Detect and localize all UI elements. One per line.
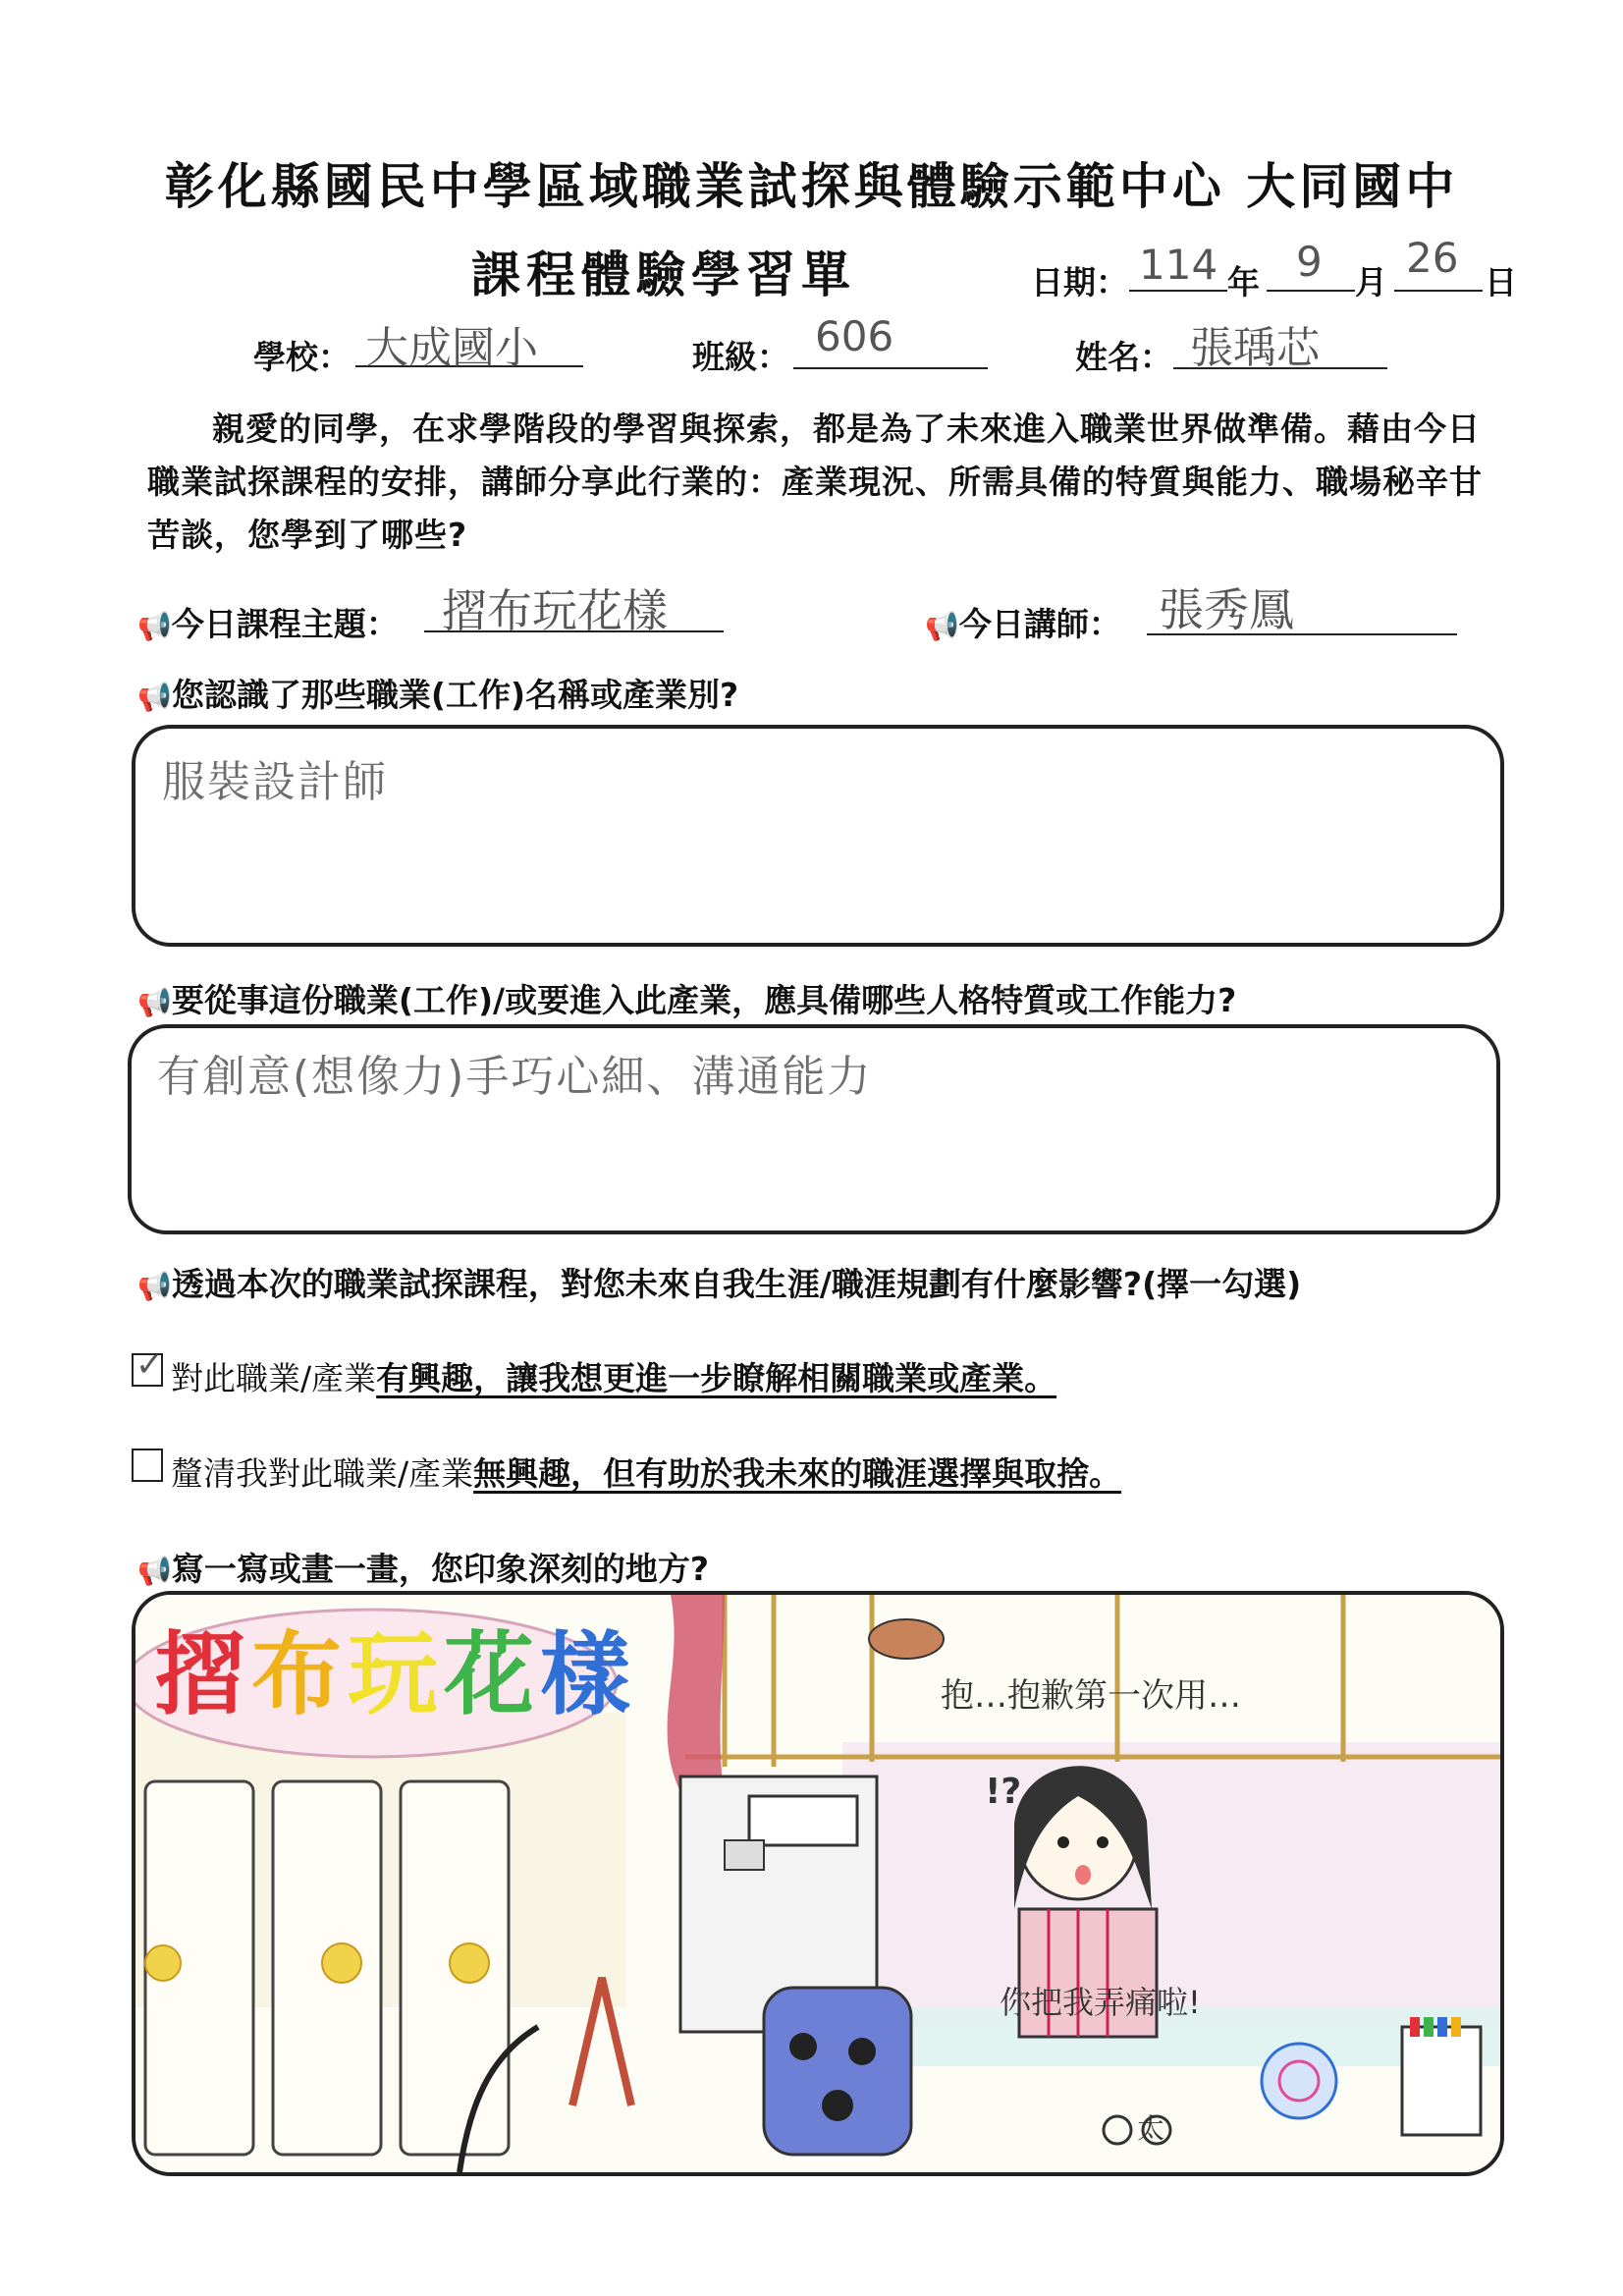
class-value[interactable]: 606 (815, 312, 894, 360)
q1-question-text: 您認識了那些職業(工作)名稱或產業別? (171, 676, 739, 714)
date-label: 日期： (1031, 263, 1128, 301)
school-value[interactable]: 大成國小 (365, 323, 538, 373)
drawing-small-label: 太 (1137, 2112, 1165, 2145)
megaphone-icon: 📢 (137, 1555, 172, 1587)
topic-value[interactable]: 摺布玩花樣 (442, 584, 668, 637)
class-label: 班級： (692, 338, 789, 376)
topic-label: 今日課程主題： (171, 605, 399, 643)
option2-text: 釐清我對此職業/產業 (171, 1454, 474, 1493)
name-value[interactable]: 張瑀芯 (1190, 323, 1320, 373)
drawing-bubble: 抱…抱歉第一次用… (941, 1676, 1241, 1716)
worksheet-subtitle: 課程體驗學習單 (471, 246, 856, 303)
drawing-title (155, 1603, 636, 1732)
month-unit: 月 (1355, 263, 1387, 301)
option1[interactable] (171, 1353, 1056, 1399)
class-line (793, 367, 988, 369)
page-title: 彰化縣國民中學區域職業試探與體驗示範中心 大同國中 (164, 158, 1459, 215)
megaphone-icon: 📢 (137, 986, 172, 1018)
month-line (1267, 290, 1355, 292)
q4-question (137, 1544, 709, 1590)
drawing-title-char: 摺 (155, 1622, 252, 1727)
option1-text: 對此職業/產業 (171, 1359, 377, 1397)
month-value[interactable]: 9 (1296, 238, 1323, 286)
topic-row (137, 599, 399, 645)
teacher-label: 今日講師： (958, 605, 1121, 643)
option2-emphasis: 無興趣，但有助於我未來的職涯選擇與取捨。 (473, 1454, 1122, 1493)
option1-checkbox[interactable] (132, 1345, 164, 1387)
drawing-title-char: 樣 (540, 1622, 637, 1727)
megaphone-icon: 📢 (137, 681, 172, 713)
option2[interactable] (171, 1449, 1121, 1495)
q1-question (137, 670, 738, 716)
day-unit: 日 (1485, 263, 1517, 301)
drawing-speech: 你把我弄痛啦! (1000, 1984, 1201, 2021)
megaphone-icon: 📢 (925, 610, 959, 642)
option1-emphasis: 有興趣，讓我想更進一步瞭解相關職業或產業。 (376, 1359, 1057, 1397)
drawing-title-text (155, 1622, 636, 1727)
megaphone-icon: 📢 (137, 1270, 172, 1302)
day-value[interactable]: 26 (1406, 234, 1459, 282)
checkmark-icon: ✓ (135, 1345, 164, 1385)
teacher-value[interactable]: 張秀鳳 (1159, 583, 1294, 636)
q2-question-text: 要從事這份職業(工作)/或要進入此產業，應具備哪些人格特質或工作能力? (171, 981, 1237, 1019)
year-line (1129, 290, 1227, 292)
q2-answer: 有創意(想像力)手巧心細、溝通能力 (157, 1052, 873, 1102)
name-label: 姓名： (1075, 338, 1172, 376)
option2-checkbox[interactable] (132, 1449, 163, 1482)
day-line (1394, 290, 1483, 292)
megaphone-icon: 📢 (137, 610, 172, 642)
drawing-exclaim: !? (985, 1772, 1022, 1812)
drawing-title-char: 花 (444, 1622, 541, 1727)
q3-question (137, 1259, 1301, 1305)
q4-question-text: 寫一寫或畫一畫，您印象深刻的地方? (171, 1550, 710, 1588)
school-label: 學校： (253, 338, 351, 376)
year-unit: 年 (1227, 263, 1260, 301)
year-value[interactable]: 114 (1139, 241, 1218, 289)
intro-paragraph: 親愛的同學，在求學階段的學習與探索，都是為了未來進入職業世界做準備。藉由今日職業試探課程的安排，講師分享此行業的：產業現況、所需具備的特質與能力、職場秘辛甘苦談，您學到了哪些? (147, 410, 1483, 554)
drawing-box[interactable] (132, 1591, 1504, 2176)
drawing-title-char: 布 (251, 1622, 349, 1727)
q2-question (137, 975, 1236, 1021)
teacher-row (925, 599, 1121, 645)
drawing-title-char: 玩 (348, 1622, 445, 1727)
q3-question-text: 透過本次的職業試探課程，對您未來自我生涯/職涯規劃有什麼影響?(擇一勾選) (171, 1265, 1302, 1303)
q1-answer: 服裝設計師 (162, 757, 388, 807)
